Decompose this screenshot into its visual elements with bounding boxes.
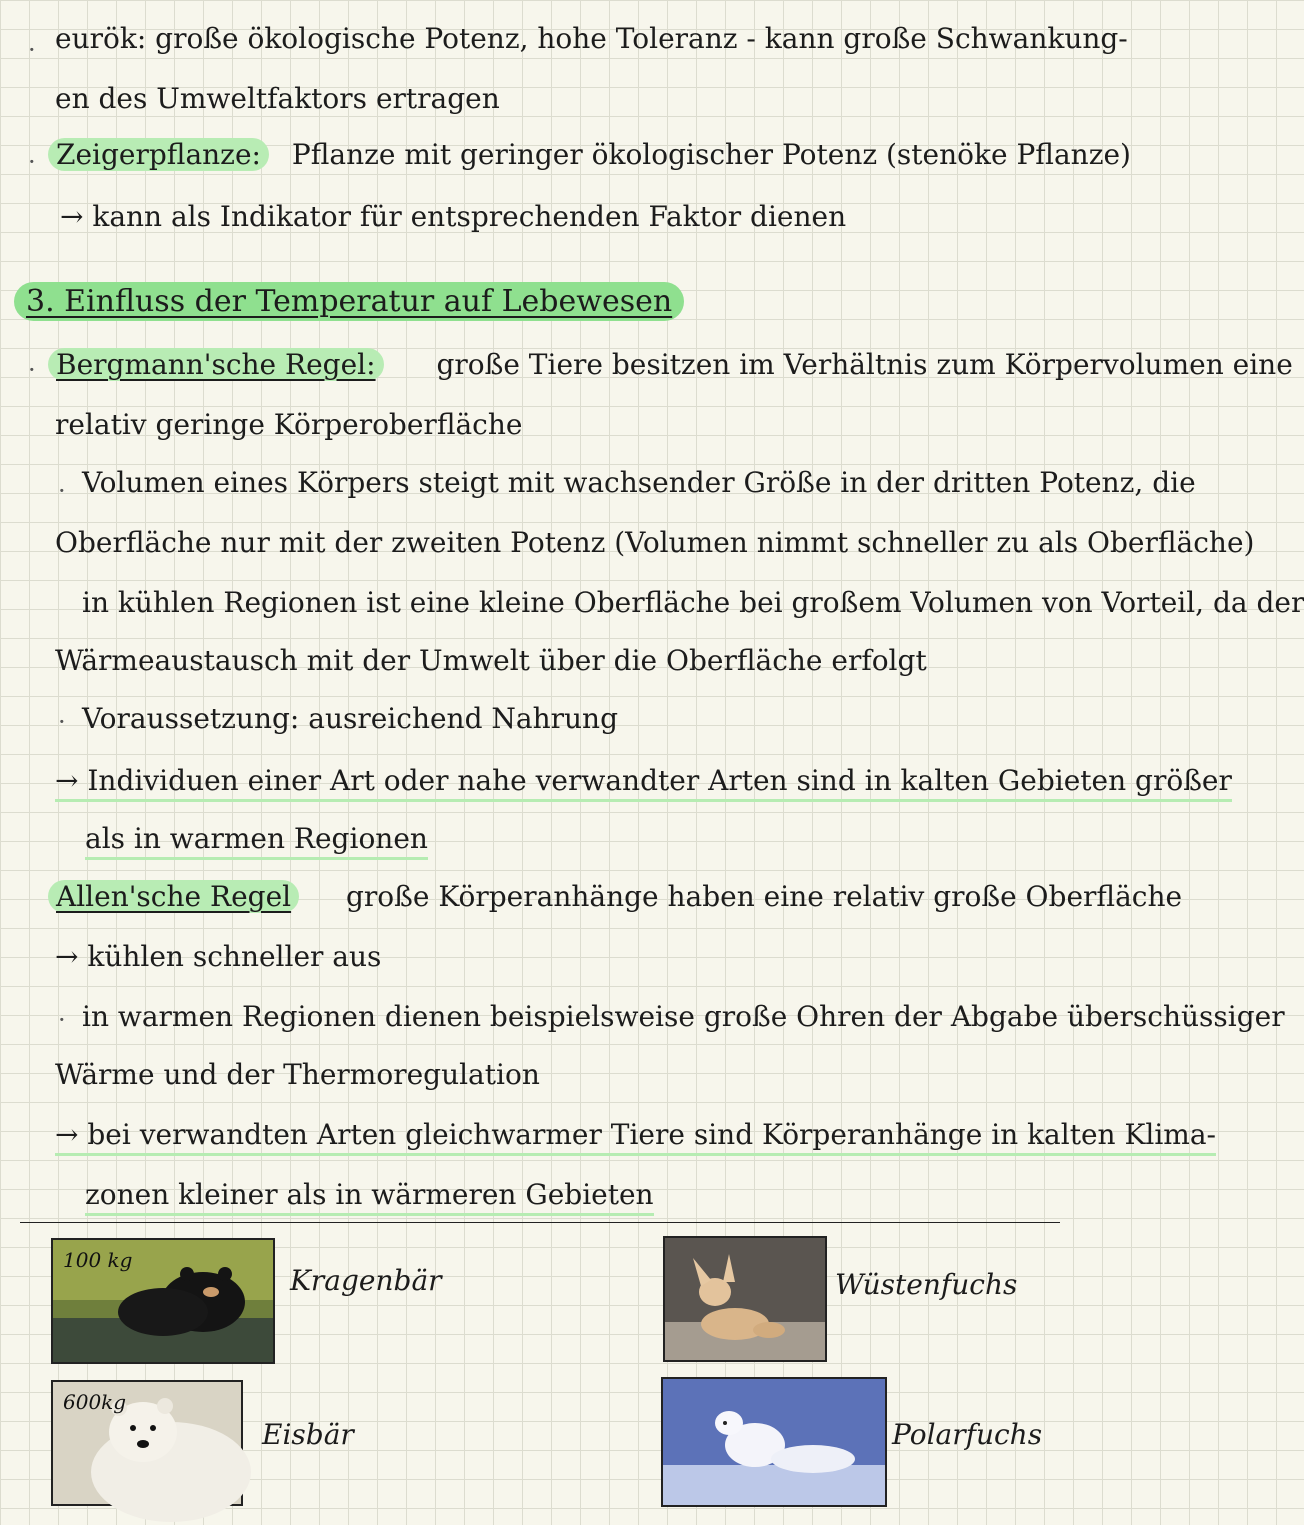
note-line: Oberfläche nur mit der zweiten Potenz (Volumen nimmt schneller zu als Oberfläche) xyxy=(55,526,1255,559)
bullet: · xyxy=(28,36,36,64)
term-zeigerpflanze: Zeigerpflanze: xyxy=(48,138,269,171)
conclusion-text: zonen kleiner als in wärmeren Gebieten xyxy=(85,1178,654,1216)
note-line-allen xyxy=(48,880,1182,914)
divider xyxy=(20,1222,1060,1223)
conclusion-text: → Individuen einer Art oder nahe verwandter Arten sind in kalten Gebieten größer xyxy=(55,764,1232,802)
caption-wuestenfuchs: Wüstenfuchs xyxy=(835,1268,1018,1301)
weight-label: 100 kg xyxy=(63,1248,133,1272)
photo-eisbaer xyxy=(51,1380,243,1506)
note-line xyxy=(85,822,428,856)
note-line xyxy=(55,1118,1216,1152)
note-line-zeigerpflanze xyxy=(48,138,1131,172)
note-line: in kühlen Regionen ist eine kleine Oberfläche bei großem Volumen von Vorteil, da der xyxy=(82,586,1304,619)
note-line: Wärmeaustausch mit der Umwelt über die Oberfläche erfolgt xyxy=(55,644,927,677)
bullet: · xyxy=(58,708,66,736)
note-line xyxy=(55,764,1232,798)
conclusion-text: als in warmen Regionen xyxy=(85,822,428,860)
photo-wuestenfuchs xyxy=(663,1236,827,1362)
note-line: Wärme und der Thermoregulation xyxy=(55,1058,540,1091)
bullet: · xyxy=(58,477,66,505)
note-line: → kühlen schneller aus xyxy=(55,940,382,973)
caption-polarfuchs: Polarfuchs xyxy=(892,1418,1043,1451)
heading-text: 3. Einfluss der Temperatur auf Lebewesen xyxy=(14,282,684,321)
bullet: · xyxy=(28,356,36,384)
caption-kragenbaer: Kragenbär xyxy=(290,1264,442,1297)
photo-kragenbaer xyxy=(51,1238,275,1364)
note-line: in warmen Regionen dienen beispielsweise große Ohren der Abgabe überschüssiger xyxy=(82,1000,1285,1033)
note-line: relativ geringe Körperoberfläche xyxy=(55,408,523,441)
definition-text: große Tiere besitzen im Verhältnis zum Körpervolumen eine xyxy=(436,348,1293,381)
term-allen: Allen'sche Regel xyxy=(48,880,299,913)
bullet: · xyxy=(28,148,36,176)
note-line-bergmann xyxy=(48,348,1293,382)
weight-label: 600kg xyxy=(63,1390,127,1414)
fennec-image xyxy=(665,1238,825,1360)
note-line: → kann als Indikator für entsprechenden Faktor dienen xyxy=(60,200,847,233)
note-line: eurök: große ökologische Potenz, hohe Toleranz - kann große Schwankung- xyxy=(55,22,1128,55)
definition-text: Pflanze mit geringer ökologischer Potenz (stenöke Pflanze) xyxy=(291,138,1131,171)
bullet: · xyxy=(58,1006,66,1034)
conclusion-text: → bei verwandten Arten gleichwarmer Tiere sind Körperanhänge in kalten Klima- xyxy=(55,1118,1216,1156)
note-line: Volumen eines Körpers steigt mit wachsender Größe in der dritten Potenz, die xyxy=(82,466,1196,499)
photo-polarfuchs xyxy=(661,1377,887,1507)
term-bergmann: Bergmann'sche Regel: xyxy=(48,348,384,381)
note-line xyxy=(85,1178,654,1212)
note-line: Voraussetzung: ausreichend Nahrung xyxy=(82,702,619,735)
section-heading xyxy=(14,284,684,320)
arctic-fox-image xyxy=(663,1379,885,1505)
caption-eisbaer: Eisbär xyxy=(262,1418,354,1451)
note-line: en des Umweltfaktors ertragen xyxy=(55,82,500,115)
definition-text: große Körperanhänge haben eine relativ große Oberfläche xyxy=(346,880,1183,913)
